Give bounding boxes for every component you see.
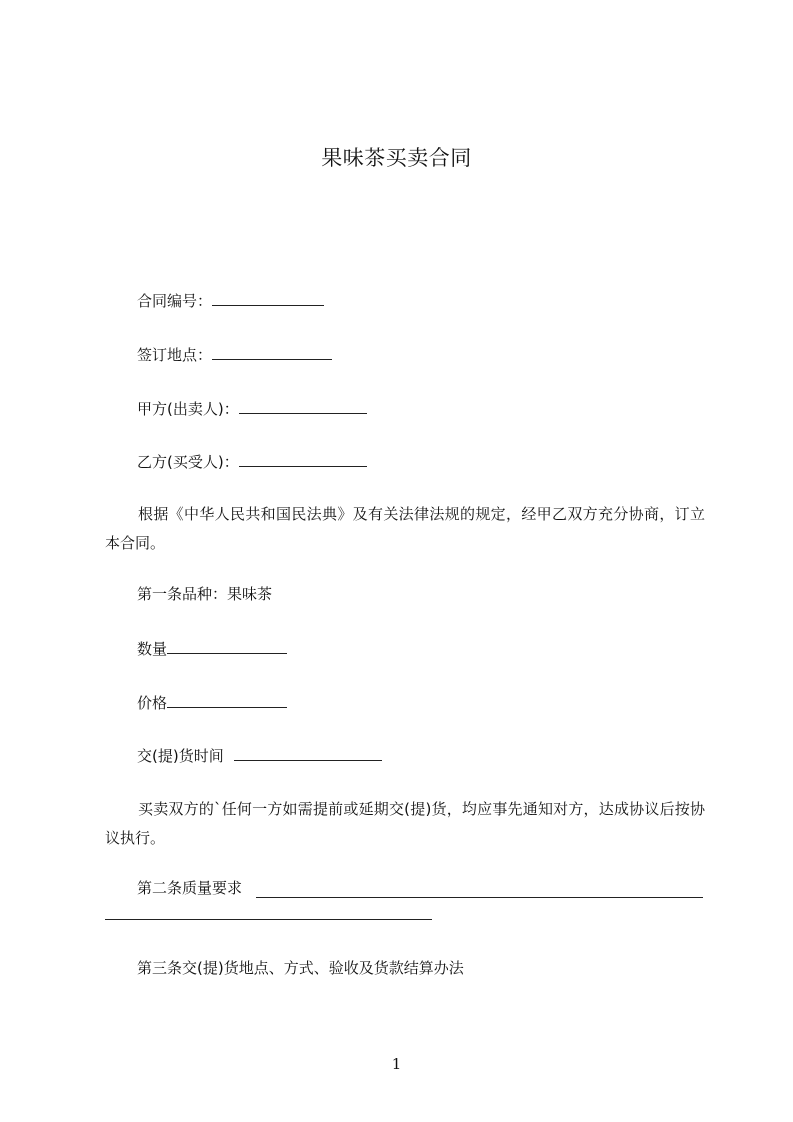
delivery-time-field	[137, 745, 382, 766]
page-number: 1	[391, 1055, 402, 1073]
contract-title: 果味茶买卖合同	[321, 146, 472, 170]
contract-number-label: 合同编号：	[137, 292, 213, 310]
party-b-blank	[239, 451, 367, 467]
delivery-time-label: 交(提)货时间	[137, 747, 224, 765]
delivery-time-blank	[234, 745, 382, 761]
price-field	[137, 692, 287, 713]
sign-place-label: 签订地点：	[137, 346, 213, 364]
quality-blank	[256, 882, 703, 898]
intro-paragraph: 根据《中华人民共和国民法典》及有关法律法规的规定，经甲乙双方充分协商，订立本合同。	[105, 505, 705, 552]
contract-number-field	[137, 290, 324, 311]
sign-place-blank	[212, 344, 332, 360]
article3-heading: 第三条交(提)货地点、方式、验收及货款结算办法	[137, 959, 464, 977]
article1-heading: 第一条品种：果味茶	[137, 585, 273, 603]
sign-place-field	[137, 344, 332, 365]
contract-number-blank	[212, 290, 324, 306]
quality-blank-continuation	[105, 918, 432, 920]
article2-heading: 第二条质量要求	[137, 879, 243, 897]
price-label: 价格	[137, 694, 168, 712]
party-a-field	[137, 398, 367, 419]
party-a-label: 甲方(出卖人)：	[137, 400, 239, 418]
article2-field	[137, 878, 703, 898]
delivery-clause-paragraph: 买卖双方的`任何一方如需提前或延期交(提)货，均应事先通知对方，达成协议后按协议执行。	[105, 800, 705, 847]
quantity-label: 数量	[137, 640, 168, 658]
party-b-field	[137, 451, 367, 472]
party-b-label: 乙方(买受人)：	[137, 453, 239, 471]
quantity-field	[137, 638, 287, 659]
price-blank	[167, 692, 287, 708]
quantity-blank	[167, 638, 287, 654]
party-a-blank	[239, 398, 367, 414]
